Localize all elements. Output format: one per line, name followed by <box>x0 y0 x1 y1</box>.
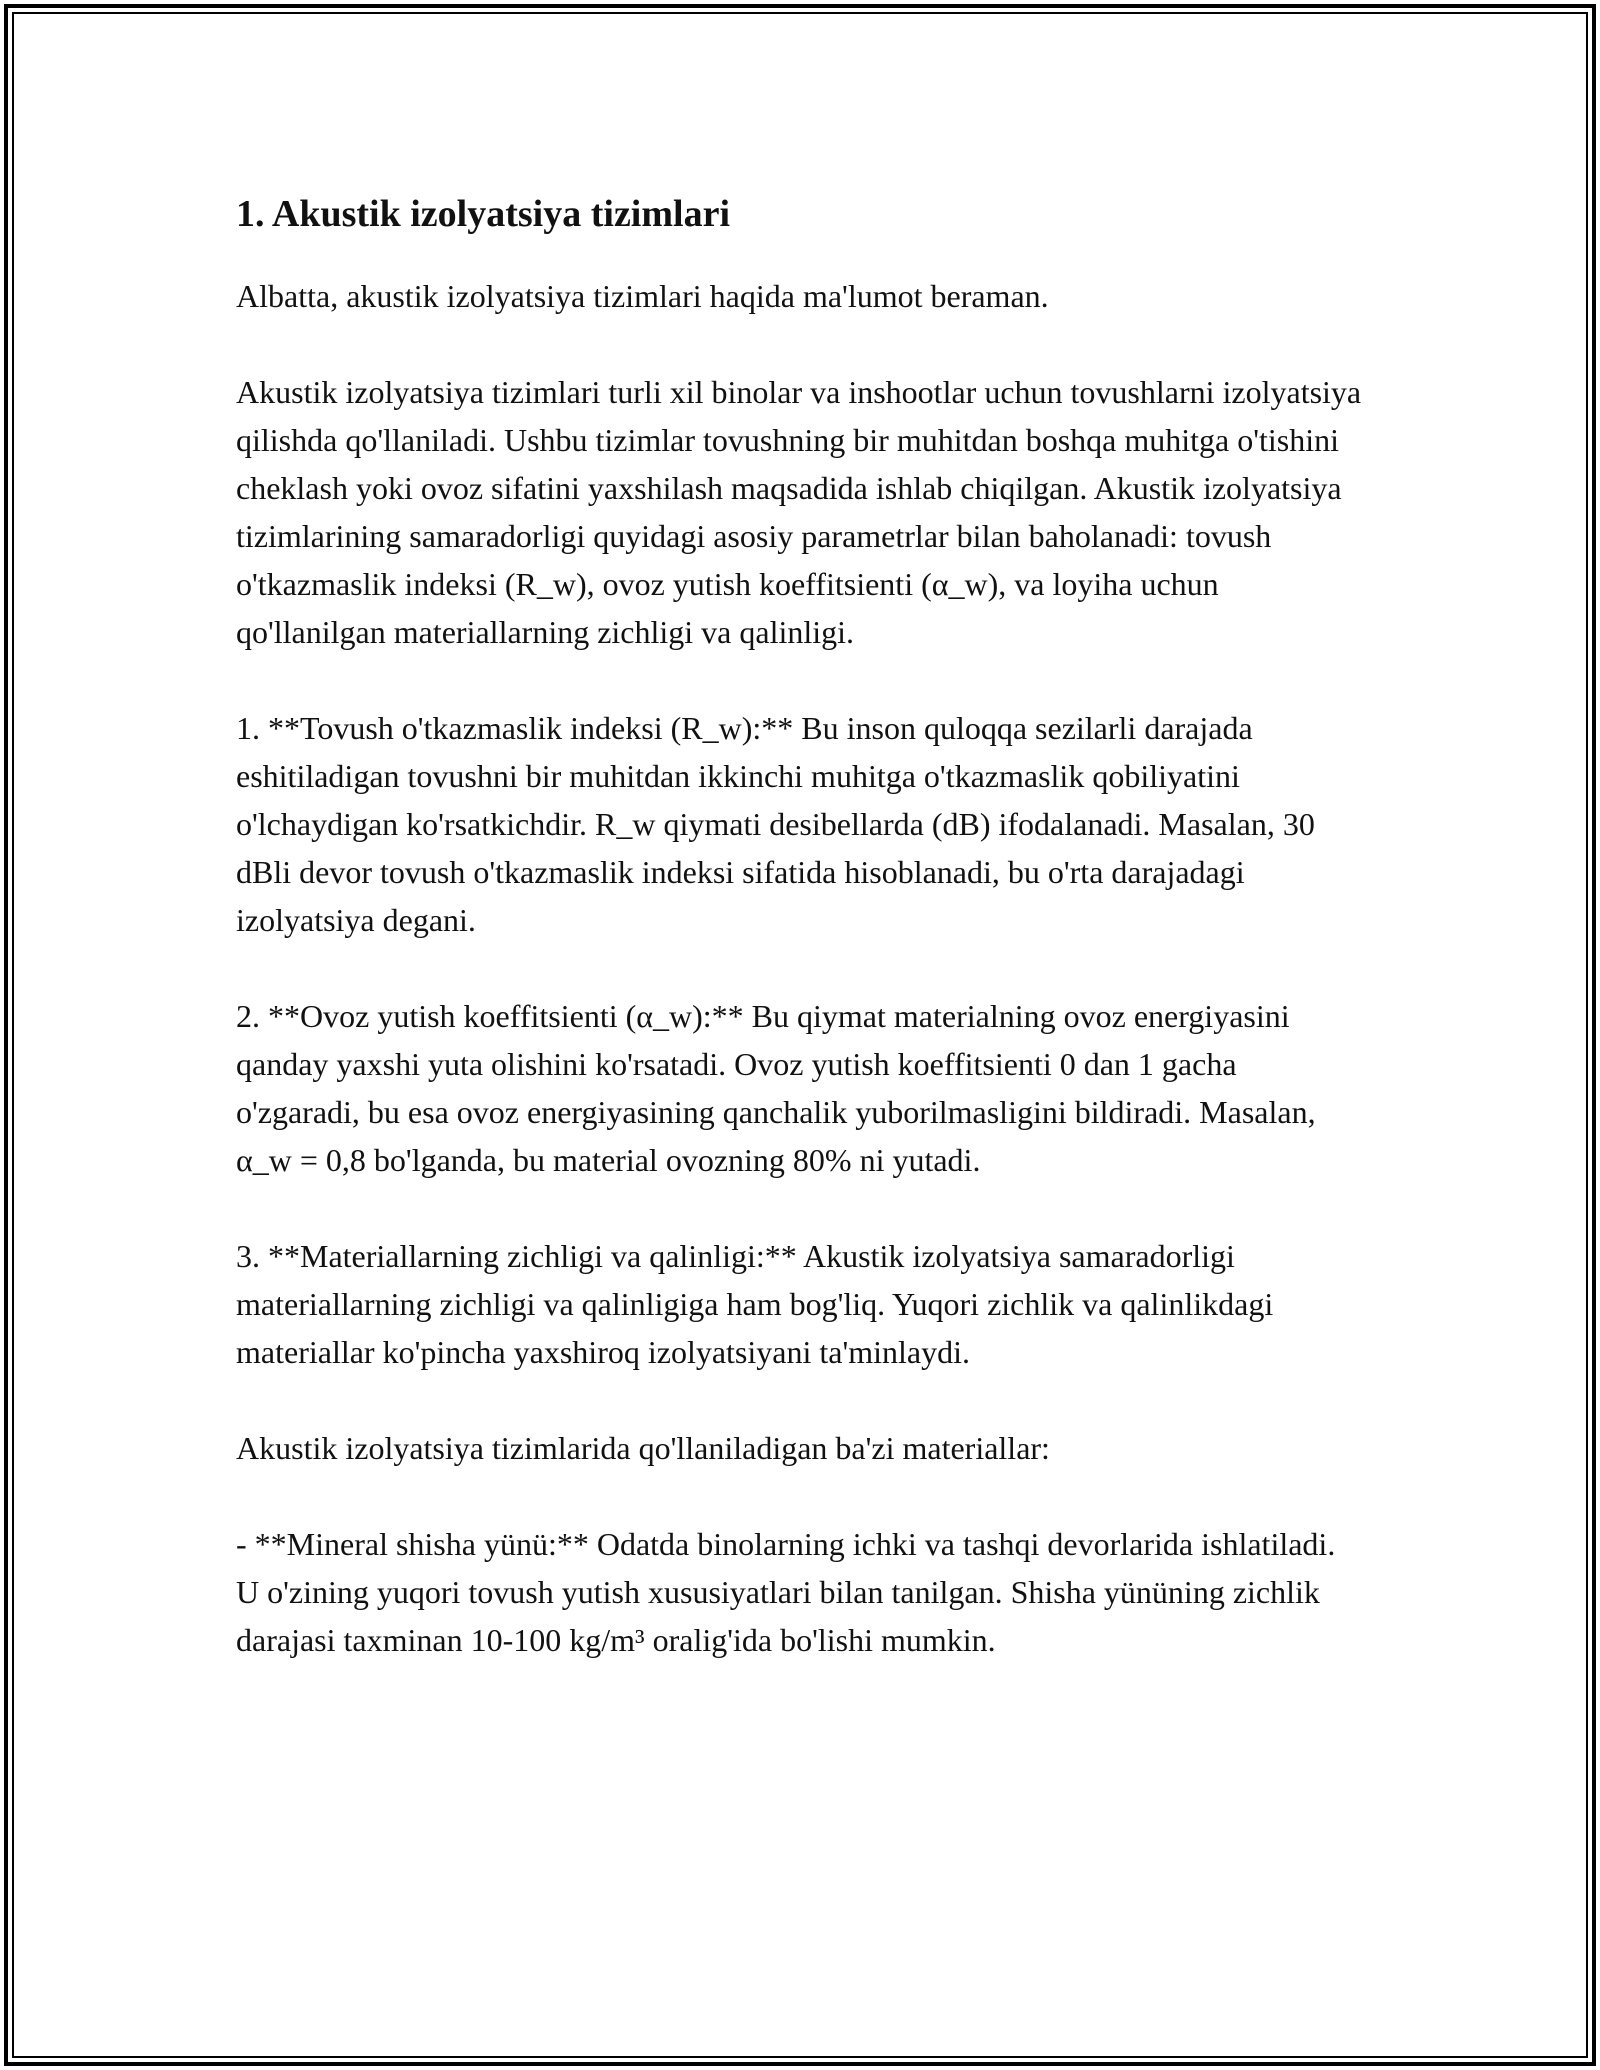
document-title: 1. Akustik izolyatsiya tizimlari <box>236 193 730 235</box>
materials-heading-paragraph: Akustik izolyatsiya tizimlarida qo'llaniladigan ba'zi materiallar: <box>236 1430 1050 1466</box>
item-absorption-coefficient: 2. **Ovoz yutish koeffitsienti (α_w):** Bu qiymat materialning ovoz energiyasini qanday yaxshi yuta olishini ko'rsatadi. Ovoz yutish koeffitsienti 0 dan 1 gacha o'zgaradi, bu esa ovoz energiyasining qanchalik yuborilmasligini bildiradi. Masalan, α_w = 0,8 bo'lganda, bu material ovozning 80% ni yutadi. <box>236 998 1316 1178</box>
material-mineral-wool: - **Mineral shisha yünü:** Odatda binolarning ichki va tashqi devorlarida ishlatiladi. U o'zining yuqori tovush yutish xususiyatlari bilan tanilgan. Shisha yününing zichlik darajasi taxminan 10-100 kg/m³ oralig'ida bo'lishi mumkin. <box>236 1526 1336 1658</box>
document-body <box>236 186 1366 1712</box>
item-density-thickness: 3. **Materiallarning zichligi va qalinligi:** Akustik izolyatsiya samaradorligi materiallarning zichligi va qalinligiga ham bog'liq. Yuqori zichlik va qalinlikdagi materiallar ko'pincha yaxshiroq izolyatsiyani ta'minlaydi. <box>236 1238 1274 1370</box>
overview-paragraph: Akustik izolyatsiya tizimlari turli xil binolar va inshootlar uchun tovushlarni izolyatsiya qilishda qo'llaniladi. Ushbu tizimlar tovushning bir muhitdan boshqa muhitga o'tishini cheklash yoki ovoz sifatini yaxshilash maqsadida ishlab chiqilgan. Akustik izolyatsiya tizimlarining samaradorligi quyidagi asosiy parametrlar bilan baholanadi: tovush o'tkazmaslik indeksi (R_w), ovoz yutish koeffitsienti (α_w), va loyiha uchun qo'llanilgan materiallarning zichligi va qalinligi. <box>236 374 1362 650</box>
item-sound-insulation-index: 1. **Tovush o'tkazmaslik indeksi (R_w):** Bu inson quloqqa sezilarli darajada eshitiladigan tovushni bir muhitdan ikkinchi muhitga o'tkazmaslik qobiliyatini o'lchaydigan ko'rsatkichdir. R_w qiymati desibellarda (dB) ifodalanadi. Masalan, 30 dBli devor tovush o'tkazmaslik indeksi sifatida hisoblanadi, bu o'rta darajadagi izolyatsiya degani. <box>236 710 1315 938</box>
intro-paragraph: Albatta, akustik izolyatsiya tizimlari haqida ma'lumot beraman. <box>236 278 1049 314</box>
